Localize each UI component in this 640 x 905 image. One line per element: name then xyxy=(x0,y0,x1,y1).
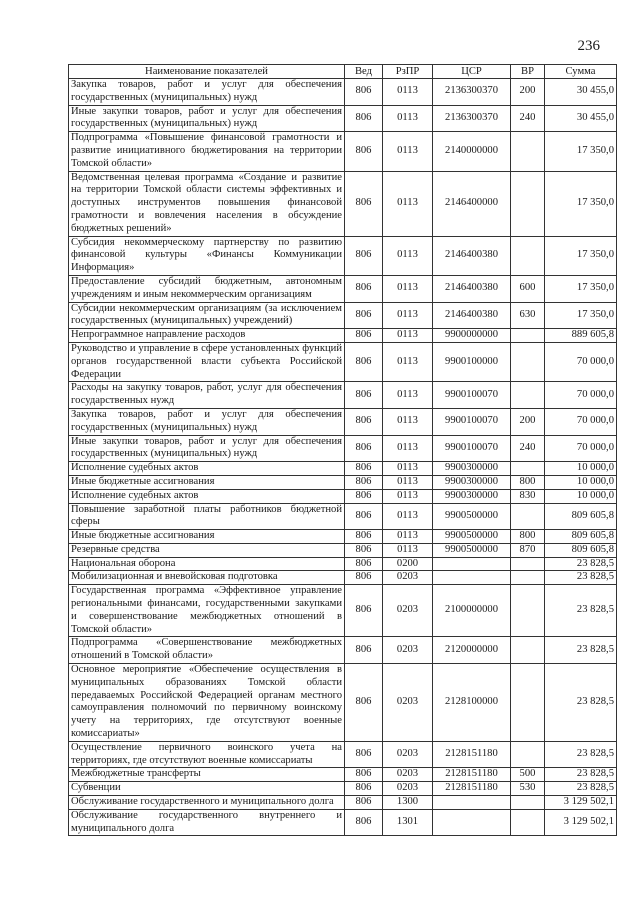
cell-csr: 2146400000 xyxy=(433,171,511,236)
cell-ved: 806 xyxy=(345,664,383,742)
table-row xyxy=(69,637,617,664)
cell-vr: 200 xyxy=(511,79,545,106)
cell-csr: 2146400380 xyxy=(433,275,511,302)
cell-name: Исполнение судебных актов xyxy=(69,489,345,503)
cell-vr xyxy=(511,557,545,571)
cell-sum: 30 455,0 xyxy=(545,105,617,132)
table-row xyxy=(69,571,617,585)
cell-csr: 9900300000 xyxy=(433,489,511,503)
cell-name: Государственная программа «Эффективное управление региональными финансами, государственными закупками и совершенствование межбюджетных отношений в Томской области» xyxy=(69,585,345,637)
cell-sum: 17 350,0 xyxy=(545,236,617,275)
cell-ved: 806 xyxy=(345,105,383,132)
cell-name: Субсидии некоммерческим организациям (за исключением государственных (муниципальных) учреждений) xyxy=(69,302,345,329)
cell-sum: 3 129 502,1 xyxy=(545,796,617,810)
table-row xyxy=(69,489,617,503)
cell-vr: 630 xyxy=(511,302,545,329)
table-row xyxy=(69,382,617,409)
table-row xyxy=(69,796,617,810)
cell-name: Закупка товаров, работ и услуг для обеспечения государственных (муниципальных) нужд xyxy=(69,408,345,435)
cell-rzpr: 0113 xyxy=(383,408,433,435)
cell-vr xyxy=(511,236,545,275)
cell-sum: 23 828,5 xyxy=(545,557,617,571)
cell-rzpr: 0113 xyxy=(383,236,433,275)
cell-rzpr: 1300 xyxy=(383,796,433,810)
cell-sum: 23 828,5 xyxy=(545,571,617,585)
cell-csr: 9900100070 xyxy=(433,382,511,409)
table-row xyxy=(69,342,617,381)
cell-sum: 809 605,8 xyxy=(545,543,617,557)
cell-ved: 806 xyxy=(345,637,383,664)
header-rzpr: РзПР xyxy=(383,65,433,79)
cell-rzpr: 0113 xyxy=(383,302,433,329)
cell-sum: 70 000,0 xyxy=(545,382,617,409)
cell-vr xyxy=(511,796,545,810)
cell-vr: 530 xyxy=(511,782,545,796)
cell-rzpr: 0113 xyxy=(383,342,433,381)
cell-name: Субвенции xyxy=(69,782,345,796)
cell-vr: 870 xyxy=(511,543,545,557)
cell-ved: 806 xyxy=(345,557,383,571)
cell-sum: 809 605,8 xyxy=(545,503,617,530)
cell-name: Основное мероприятие «Обеспечение осуществления в муниципальных образованиях Томской области передаваемых Российской Федерацией органам местного самоуправления полномочий по первичному воинскому учету на территориях, где отсутствуют военные комиссариаты» xyxy=(69,664,345,742)
cell-sum: 70 000,0 xyxy=(545,408,617,435)
cell-csr: 2128151180 xyxy=(433,741,511,768)
cell-rzpr: 0203 xyxy=(383,741,433,768)
cell-sum: 17 350,0 xyxy=(545,171,617,236)
table-row xyxy=(69,585,617,637)
cell-name: Иные бюджетные ассигнования xyxy=(69,475,345,489)
cell-ved: 806 xyxy=(345,171,383,236)
cell-ved: 806 xyxy=(345,302,383,329)
cell-sum: 809 605,8 xyxy=(545,530,617,544)
table-row xyxy=(69,557,617,571)
cell-rzpr: 0203 xyxy=(383,637,433,664)
cell-rzpr: 0203 xyxy=(383,768,433,782)
cell-csr: 2128151180 xyxy=(433,768,511,782)
cell-ved: 806 xyxy=(345,782,383,796)
cell-ved: 806 xyxy=(345,408,383,435)
cell-ved: 806 xyxy=(345,809,383,836)
cell-csr: 9900000000 xyxy=(433,329,511,343)
cell-rzpr: 0113 xyxy=(383,79,433,106)
cell-vr: 240 xyxy=(511,105,545,132)
cell-name: Подпрограмма «Совершенствование межбюджетных отношений в Томской области» xyxy=(69,637,345,664)
cell-ved: 806 xyxy=(345,132,383,171)
cell-rzpr: 0113 xyxy=(383,105,433,132)
cell-csr: 2146400380 xyxy=(433,236,511,275)
table-row xyxy=(69,462,617,476)
cell-vr xyxy=(511,342,545,381)
cell-csr xyxy=(433,571,511,585)
cell-rzpr: 0203 xyxy=(383,571,433,585)
cell-name: Ведомственная целевая программа «Создание и развитие на территории Томской области системы эффективных и доступных инструментов повышения финансовой грамотности и вовлечения населения в обсуждение бюджетных решений» xyxy=(69,171,345,236)
table-row xyxy=(69,171,617,236)
cell-ved: 806 xyxy=(345,543,383,557)
cell-csr: 2140000000 xyxy=(433,132,511,171)
cell-csr: 9900500000 xyxy=(433,543,511,557)
cell-vr xyxy=(511,585,545,637)
cell-sum: 23 828,5 xyxy=(545,637,617,664)
cell-rzpr: 0113 xyxy=(383,503,433,530)
cell-ved: 806 xyxy=(345,571,383,585)
header-name: Наименование показателей xyxy=(69,65,345,79)
cell-ved: 806 xyxy=(345,329,383,343)
cell-name: Исполнение судебных актов xyxy=(69,462,345,476)
cell-vr xyxy=(511,132,545,171)
cell-rzpr: 0113 xyxy=(383,382,433,409)
cell-vr xyxy=(511,171,545,236)
cell-vr xyxy=(511,329,545,343)
header-sum: Сумма xyxy=(545,65,617,79)
table-row xyxy=(69,132,617,171)
cell-name: Национальная оборона xyxy=(69,557,345,571)
cell-sum: 70 000,0 xyxy=(545,435,617,462)
cell-rzpr: 0203 xyxy=(383,585,433,637)
cell-ved: 806 xyxy=(345,489,383,503)
cell-sum: 30 455,0 xyxy=(545,79,617,106)
cell-csr xyxy=(433,796,511,810)
cell-sum: 10 000,0 xyxy=(545,489,617,503)
cell-sum: 23 828,5 xyxy=(545,768,617,782)
cell-csr: 2100000000 xyxy=(433,585,511,637)
cell-vr xyxy=(511,664,545,742)
cell-vr: 200 xyxy=(511,408,545,435)
cell-vr xyxy=(511,462,545,476)
cell-sum: 23 828,5 xyxy=(545,741,617,768)
cell-csr: 2136300370 xyxy=(433,79,511,106)
header-vr: ВР xyxy=(511,65,545,79)
cell-sum: 10 000,0 xyxy=(545,475,617,489)
cell-sum: 70 000,0 xyxy=(545,342,617,381)
cell-ved: 806 xyxy=(345,382,383,409)
cell-csr: 2120000000 xyxy=(433,637,511,664)
header-csr: ЦСР xyxy=(433,65,511,79)
table-row xyxy=(69,408,617,435)
cell-sum: 17 350,0 xyxy=(545,275,617,302)
cell-rzpr: 0113 xyxy=(383,475,433,489)
cell-rzpr: 0203 xyxy=(383,664,433,742)
cell-name: Подпрограмма «Повышение финансовой грамотности и развитие инициативного бюджетирования на территории Томской области» xyxy=(69,132,345,171)
cell-vr: 830 xyxy=(511,489,545,503)
table-row xyxy=(69,530,617,544)
cell-csr: 9900500000 xyxy=(433,503,511,530)
cell-csr: 2136300370 xyxy=(433,105,511,132)
cell-vr: 800 xyxy=(511,530,545,544)
table-row xyxy=(69,275,617,302)
cell-rzpr: 0113 xyxy=(383,530,433,544)
cell-vr: 600 xyxy=(511,275,545,302)
table-row xyxy=(69,475,617,489)
cell-name: Межбюджетные трансферты xyxy=(69,768,345,782)
cell-sum: 10 000,0 xyxy=(545,462,617,476)
cell-csr: 9900100070 xyxy=(433,408,511,435)
cell-csr: 9900300000 xyxy=(433,475,511,489)
cell-name: Повышение заработной платы работников бюджетной сферы xyxy=(69,503,345,530)
cell-ved: 806 xyxy=(345,275,383,302)
cell-rzpr: 1301 xyxy=(383,809,433,836)
cell-ved: 806 xyxy=(345,79,383,106)
cell-rzpr: 0113 xyxy=(383,171,433,236)
cell-sum: 23 828,5 xyxy=(545,664,617,742)
cell-vr xyxy=(511,637,545,664)
cell-vr: 800 xyxy=(511,475,545,489)
cell-rzpr: 0113 xyxy=(383,462,433,476)
table-row xyxy=(69,435,617,462)
table-row xyxy=(69,768,617,782)
cell-csr: 9900100070 xyxy=(433,435,511,462)
cell-rzpr: 0113 xyxy=(383,329,433,343)
cell-vr: 500 xyxy=(511,768,545,782)
cell-vr xyxy=(511,571,545,585)
cell-csr xyxy=(433,557,511,571)
cell-vr: 240 xyxy=(511,435,545,462)
cell-csr: 9900100000 xyxy=(433,342,511,381)
cell-rzpr: 0203 xyxy=(383,782,433,796)
table-row xyxy=(69,782,617,796)
table-row xyxy=(69,809,617,836)
cell-rzpr: 0113 xyxy=(383,489,433,503)
cell-vr xyxy=(511,382,545,409)
cell-sum: 3 129 502,1 xyxy=(545,809,617,836)
cell-ved: 806 xyxy=(345,768,383,782)
page-number: 236 xyxy=(577,38,600,54)
cell-rzpr: 0113 xyxy=(383,543,433,557)
cell-rzpr: 0200 xyxy=(383,557,433,571)
cell-name: Предоставление субсидий бюджетным, автономным учреждениям и иным некоммерческим организациям xyxy=(69,275,345,302)
cell-sum: 23 828,5 xyxy=(545,585,617,637)
cell-name: Осуществление первичного воинского учета на территориях, где отсутствуют военные комиссариаты xyxy=(69,741,345,768)
cell-rzpr: 0113 xyxy=(383,132,433,171)
cell-csr: 2128100000 xyxy=(433,664,511,742)
table-row xyxy=(69,105,617,132)
cell-ved: 806 xyxy=(345,585,383,637)
table-row xyxy=(69,664,617,742)
cell-csr: 2128151180 xyxy=(433,782,511,796)
cell-vr xyxy=(511,809,545,836)
table-row xyxy=(69,79,617,106)
cell-name: Субсидия некоммерческому партнерству по развитию финансовой культуры «Финансы Коммуникации Информация» xyxy=(69,236,345,275)
table-row xyxy=(69,741,617,768)
cell-name: Мобилизационная и вневойсковая подготовка xyxy=(69,571,345,585)
cell-name: Иные бюджетные ассигнования xyxy=(69,530,345,544)
cell-ved: 806 xyxy=(345,796,383,810)
table-row xyxy=(69,236,617,275)
cell-csr: 9900300000 xyxy=(433,462,511,476)
cell-name: Непрограммное направление расходов xyxy=(69,329,345,343)
cell-ved: 806 xyxy=(345,475,383,489)
cell-name: Обслуживание государственного внутреннего и муниципального долга xyxy=(69,809,345,836)
cell-ved: 806 xyxy=(345,342,383,381)
table-row xyxy=(69,543,617,557)
cell-ved: 806 xyxy=(345,236,383,275)
cell-ved: 806 xyxy=(345,503,383,530)
cell-sum: 23 828,5 xyxy=(545,782,617,796)
cell-vr xyxy=(511,503,545,530)
cell-name: Иные закупки товаров, работ и услуг для обеспечения государственных (муниципальных) нужд xyxy=(69,105,345,132)
table-row xyxy=(69,503,617,530)
cell-csr: 2146400380 xyxy=(433,302,511,329)
budget-table xyxy=(68,64,617,836)
cell-csr: 9900500000 xyxy=(433,530,511,544)
header-ved: Вед xyxy=(345,65,383,79)
cell-csr xyxy=(433,809,511,836)
cell-sum: 17 350,0 xyxy=(545,302,617,329)
table-row xyxy=(69,329,617,343)
table-row xyxy=(69,302,617,329)
cell-rzpr: 0113 xyxy=(383,435,433,462)
cell-name: Обслуживание государственного и муниципального долга xyxy=(69,796,345,810)
cell-ved: 806 xyxy=(345,435,383,462)
cell-ved: 806 xyxy=(345,530,383,544)
cell-name: Закупка товаров, работ и услуг для обеспечения государственных (муниципальных) нужд xyxy=(69,79,345,106)
table-body xyxy=(69,79,617,836)
cell-name: Руководство и управление в сфере установленных функций органов государственной власти субъекта Российской Федерации xyxy=(69,342,345,381)
table-header-row xyxy=(69,65,617,79)
cell-sum: 889 605,8 xyxy=(545,329,617,343)
cell-ved: 806 xyxy=(345,741,383,768)
cell-sum: 17 350,0 xyxy=(545,132,617,171)
cell-name: Расходы на закупку товаров, работ, услуг для обеспечения государственных нужд xyxy=(69,382,345,409)
cell-rzpr: 0113 xyxy=(383,275,433,302)
cell-name: Резервные средства xyxy=(69,543,345,557)
cell-ved: 806 xyxy=(345,462,383,476)
cell-name: Иные закупки товаров, работ и услуг для обеспечения государственных (муниципальных) нужд xyxy=(69,435,345,462)
cell-vr xyxy=(511,741,545,768)
